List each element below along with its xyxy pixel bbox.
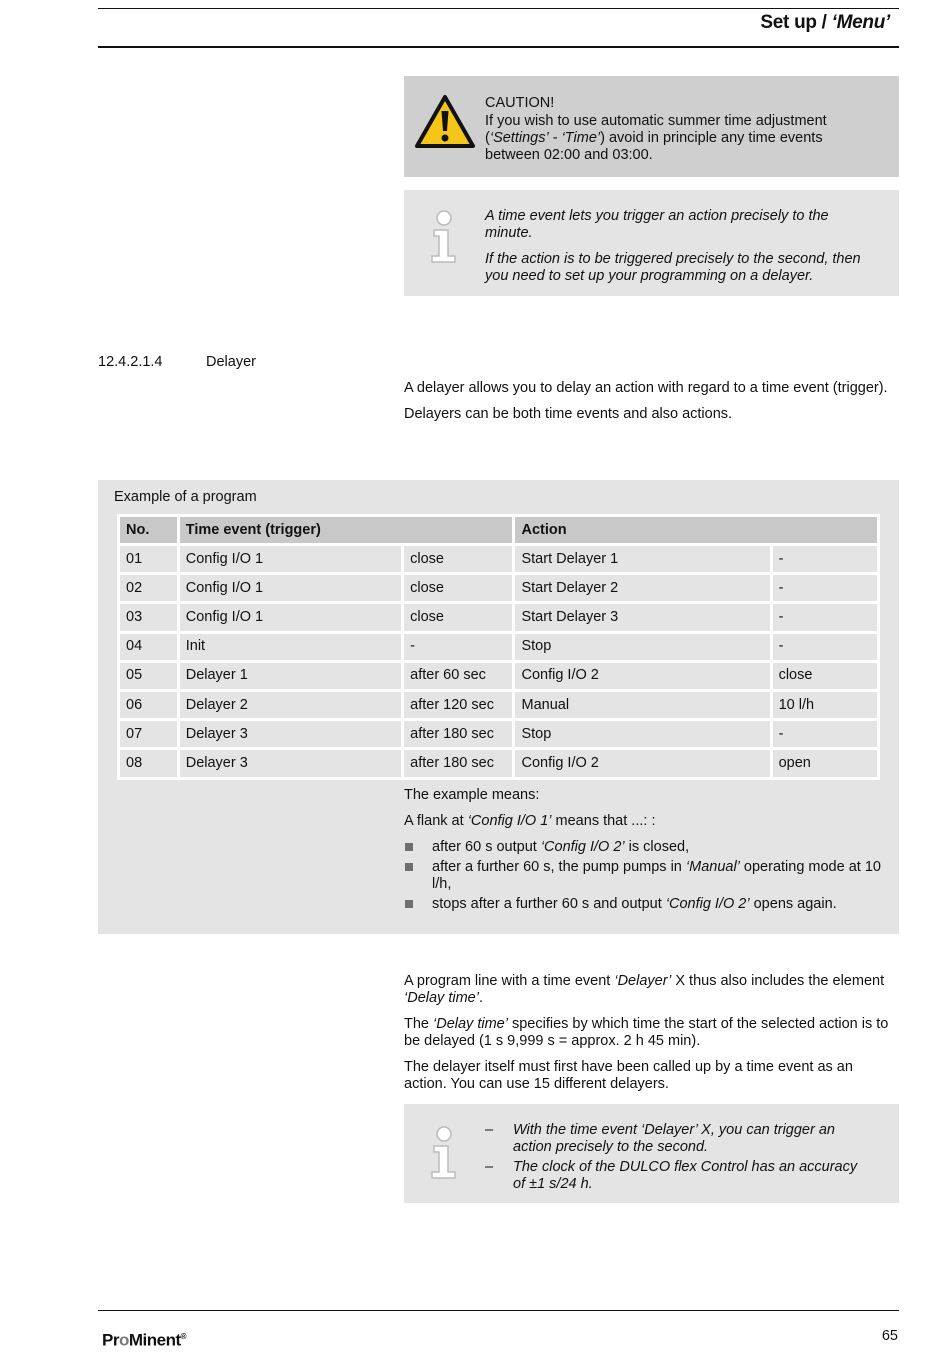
list-item: stops after a further 60 s and output ‘Config I/O 2’ opens again. [404, 896, 884, 913]
table-row: 01 Config I/O 1 close Start Delayer 1 - [120, 546, 877, 572]
table-row: 03 Config I/O 1 close Start Delayer 3 - [120, 604, 877, 630]
bullet-square-icon [405, 863, 413, 871]
warning-icon [414, 94, 476, 150]
header-action: Action [515, 517, 877, 543]
section-number: 12.4.2.1.4 [98, 354, 163, 370]
page-number: 65 [881, 1328, 898, 1344]
info-text: A time event lets you trigger an action precisely to the minute. If the action is to be triggered precisely to the second, then you need to set up your programming on a delayer. [485, 208, 861, 284]
top-rule [98, 8, 899, 9]
header-trigger: Time event (trigger) [180, 517, 513, 543]
info-list [485, 1122, 865, 1196]
footer-rule [98, 1310, 899, 1311]
header-rule [98, 46, 899, 48]
example-bullets [404, 839, 884, 913]
list-item: after a further 60 s, the pump pumps in ‘Manual’ operating mode at 10 l/h, [404, 859, 884, 893]
intro-text: A delayer allows you to delay an action with regard to a time event (trigger). Delayers can be both time events and also actions. [404, 380, 888, 422]
prominent-logo: ProMinent® [102, 1330, 187, 1350]
program-table [117, 514, 880, 780]
list-item: – The clock of the DULCO flex Control has an accuracy of ±1 s/24 h. [485, 1159, 858, 1192]
bullet-square-icon [405, 900, 413, 908]
info-icon [428, 208, 460, 264]
delay-text: A program line with a time event ‘Delayer’ X thus also includes the element ‘Delay time’. The ‘Delay time’ specifies by which time the start of the selected action is to be delayed (1 s 9,999 s = approx. 2 h 45 min). The delayer itself must first have been called up by a time event as an action. You can use 15 different delayers. [404, 973, 889, 1092]
table-row: 05 Delayer 1 after 60 sec Config I/O 2 close [120, 663, 877, 689]
table-row: 06 Delayer 2 after 120 sec Manual 10 l/h [120, 692, 877, 718]
example-title: Example of a program [114, 489, 257, 505]
page-header-title: Set up / ‘Menu’ [760, 12, 890, 33]
list-item: – With the time event ‘Delayer’ X, you can trigger an action precisely to the second. [485, 1122, 835, 1155]
info-icon [428, 1124, 460, 1180]
caution-heading: CAUTION! [485, 95, 555, 111]
table-row: 08 Delayer 3 after 180 sec Config I/O 2 open [120, 750, 877, 776]
bullet-square-icon [405, 843, 413, 851]
example-explanation: The example means: A flank at ‘Config I/O 1’ means that ...: : after 60 s output ‘Config I/O 2’ is closed, after a further 60 s, the pump pumps in ‘Manual’ operating mode at 10 l/h, stops after a further 60 s and output ‘Config I/O 2’ opens again. [404, 787, 884, 916]
table-row: 02 Config I/O 1 close Start Delayer 2 - [120, 575, 877, 601]
table-row: 04 Init - Stop - [120, 634, 877, 660]
table-row: 07 Delayer 3 after 180 sec Stop - [120, 721, 877, 747]
section-title: Delayer [206, 354, 256, 370]
header-no: No. [120, 517, 177, 543]
table-header-row [120, 517, 877, 543]
list-item: after 60 s output ‘Config I/O 2’ is closed, [404, 839, 884, 856]
caution-text: CAUTION! If you wish to use automatic summer time adjustment (‘Settings’ - ‘Time’) avoid in principle any time events between 02:00 and 03:00. [485, 95, 885, 164]
